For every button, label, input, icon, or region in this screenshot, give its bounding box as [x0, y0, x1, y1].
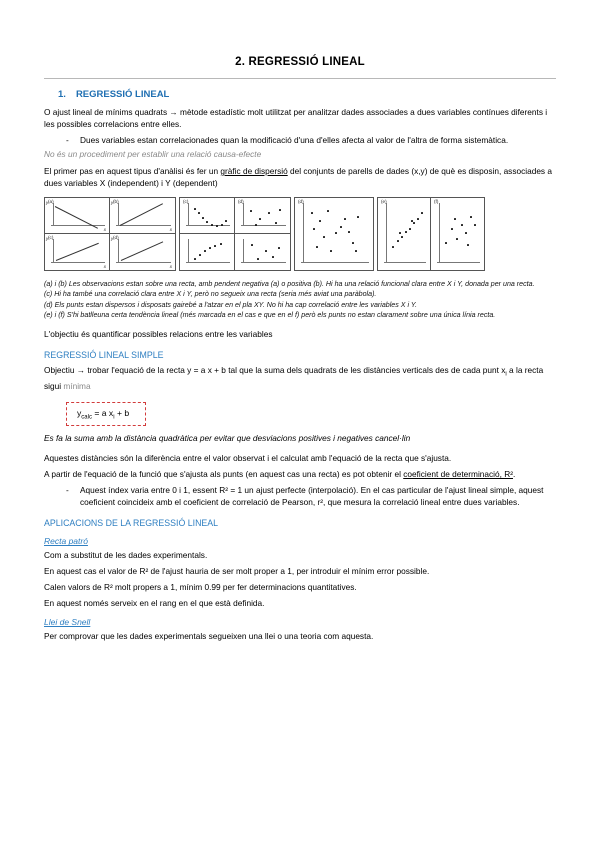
figure-cell-e — [378, 198, 431, 270]
figure-caption-1: (a) i (b) Les observacions estan sobre una recta, amb pendent negativa (a) o positiva (b). Hi ha una relació funcional clara entre X i Y, donada per una recta. — [44, 280, 535, 289]
section-1-bullet-1 — [44, 134, 556, 146]
simple-p3-underlined: coeficient de determinació, R² — [403, 469, 513, 480]
figure-label-c2: (c) — [183, 199, 189, 205]
figure-cell-c2 — [180, 198, 235, 234]
figure-label-c: (c) — [48, 235, 54, 241]
simple-p1-b: a la recta sigui — [44, 365, 544, 391]
formula-rhs: = a x — [94, 407, 114, 418]
scatter-figure-strip — [44, 197, 556, 271]
axis-x — [51, 225, 105, 226]
axis-y — [188, 203, 189, 226]
formula-lhs-sub: calc — [81, 414, 92, 421]
axis-x — [241, 262, 286, 263]
simple-p1-a: Objectiu → trobar l'equació de la recta y = a x + b tal que la suma dels quadrats de les distàncies verticals des de cada punt x — [44, 365, 506, 376]
axis-label-y: y — [111, 200, 114, 206]
figure-cell-a — [45, 198, 110, 234]
axis-x — [384, 262, 426, 263]
formula-lhs: y — [77, 407, 82, 418]
trend-line — [56, 243, 99, 261]
section-1-gray-note: No és un procediment per establir una relació causa-efecte — [44, 149, 262, 160]
simple-p3-a: A partir de l'equació de la funció que s'ajusta als punts (en aquest cas una recta) es pot obtenir el — [44, 469, 404, 480]
objective-paragraph: L'objectiu és quantificar possibles relacions entre les variables — [44, 329, 273, 340]
axis-y — [386, 203, 387, 263]
bullet-dash: - — [66, 135, 69, 146]
figure-cell-c3 — [180, 234, 235, 270]
simple-paragraph-3 — [44, 468, 556, 480]
page-title: 2. REGRESSIÓ LINEAL — [235, 56, 365, 68]
axis-label-y: y — [46, 200, 49, 206]
axis-label-y: y — [111, 236, 114, 242]
heading-aplicacions: APLICACIONS DE LA REGRESSIÓ LINEAL — [44, 518, 219, 529]
figure-caption-3: (d) Els punts estan dispersos i disposats gairebé a l'atzar en el pla XY. No hi ha cap correlació entre les variables X i Y. — [44, 300, 417, 309]
axis-y — [118, 239, 119, 263]
section-1-heading — [58, 89, 556, 100]
figure-panel-2 — [179, 197, 291, 271]
figure-panel-4 — [377, 197, 485, 271]
recta-patro-p1: Com a substitut de les dades experimentals. — [44, 550, 208, 561]
simple-p3-b: . — [513, 469, 516, 480]
axis-label-x: x — [103, 264, 106, 270]
p2-underlined: gràfic de dispersió — [220, 166, 288, 177]
axis-y — [188, 239, 189, 263]
trend-line — [121, 241, 163, 261]
simple-p1-gray: mínima — [63, 380, 91, 391]
axis-y — [439, 203, 440, 263]
section-1-paragraph-1: O ajust lineal de mínims quadrats → mètode estadístic molt utilitzat per analitzar dades associades a dues variables contínues diferents i les possibles correlacions entre elles. — [44, 107, 548, 130]
axis-y — [243, 203, 244, 226]
axis-x — [437, 262, 480, 263]
axis-x — [186, 262, 230, 263]
axis-x — [51, 262, 105, 263]
figure-label-f: (f) — [434, 199, 439, 205]
figure-label-a: (a) — [48, 199, 54, 205]
simple-p1-subscript: i — [505, 371, 507, 378]
figure-label-d: (d) — [113, 235, 119, 241]
figure-cell-d3 — [235, 234, 290, 270]
figure-label-e: (e) — [381, 199, 387, 205]
bullet-text: Dues variables estan correlacionades quan la modificació d'una d'elles afecta al valor de l'altra de forma sistemàtica. — [80, 135, 509, 146]
figure-captions — [44, 279, 556, 320]
simple-bullet — [44, 484, 556, 508]
figure-panel-1 — [44, 197, 176, 271]
figure-cell-c — [45, 234, 110, 270]
formula-note: Es fa la suma amb la distància quadràtica per evitar que desviacions positives i negatives cancel·lin — [44, 433, 411, 444]
heading-regressio-lineal-simple: REGRESSIÓ LINEAL SIMPLE — [44, 350, 164, 361]
recta-patro-p4: En aquest només serveix en el rang en el que està definida. — [44, 598, 265, 609]
title-divider — [44, 78, 556, 79]
axis-y — [243, 239, 244, 263]
simple-paragraph-1 — [44, 364, 556, 391]
axis-x — [241, 225, 286, 226]
axis-label-x: x — [103, 227, 106, 233]
formula-box — [66, 402, 146, 427]
recta-patro-p2: En aquest cas el valor de R² de l'ajust hauria de ser molt proper a 1, per introduir el mínim error possible. — [44, 566, 430, 577]
figure-cell-d — [110, 234, 175, 270]
axis-x — [116, 225, 171, 226]
axis-x — [186, 225, 230, 226]
recta-patro-p3: Calen valors de R² molt propers a 1, mínim 0.99 per fer determinacions quantitatives. — [44, 582, 357, 593]
figure-label-d4: (d) — [298, 199, 304, 205]
bullet-dash: - — [66, 485, 69, 496]
subheading-llei-de-snell: Llei de Snell — [44, 617, 91, 628]
axis-y — [303, 203, 304, 263]
llei-snell-p1: Per comprovar que les dades experimentals segueixen una llei o una teoria com aquesta. — [44, 631, 374, 642]
figure-label-d2: (d) — [238, 199, 244, 205]
section-1-paragraph-2 — [44, 165, 556, 189]
bullet-text: Aquest índex varia entre 0 i 1, essent R² = 1 un ajust perfecte (interpolació). En el cas particular de l'ajust lineal simple, aquest coeficient coincideix amb el coeficient de correlació de Pearson, r², que mesura la correlació lineal entre dues variables. — [80, 485, 544, 508]
axis-label-y: y — [46, 236, 49, 242]
figure-cell-b — [110, 198, 175, 234]
formula-rhs-sub: i — [113, 414, 115, 421]
simple-paragraph-2: Aquestes distàncies són la diferència entre el valor observat i el calculat amb l'equació de la recta que s'ajusta. — [44, 453, 452, 464]
axis-label-x: x — [169, 264, 172, 270]
axis-x — [116, 262, 171, 263]
trend-line — [120, 203, 163, 226]
p2-part-a: El primer pas en aquest tipus d'anàlisi és fer un — [44, 166, 221, 177]
figure-caption-2: (c) Hi ha també una correlació clara entre X i Y, però no segueix una recta (seria més aviat una paràbola). — [44, 290, 377, 299]
section-1-number: 1. — [58, 89, 66, 100]
figure-cell-d2 — [235, 198, 290, 234]
section-1-label: REGRESSIÓ LINEAL — [75, 89, 170, 100]
axis-x — [301, 262, 369, 263]
figure-cell-f — [431, 198, 484, 270]
subheading-recta-patro: Recta patró — [44, 536, 88, 547]
p2-part-b: del conjunts de parells de dades (x,y) de què es disposin, associades a dues variables X (independent) i Y (dependent) — [44, 166, 552, 189]
figure-caption-4: (e) i (f) S'hi batlleuna certa tendència lineal (més marcada en el cas e que en el f) però els punts no estan clarament sobre una única línia recta. — [44, 310, 496, 319]
axis-y — [118, 203, 119, 226]
figure-label-b: (b) — [113, 199, 119, 205]
axis-label-x: x — [169, 227, 172, 233]
figure-panel-3 — [294, 197, 374, 271]
formula-rhs-b: + b — [116, 407, 130, 418]
axis-y — [53, 239, 54, 263]
